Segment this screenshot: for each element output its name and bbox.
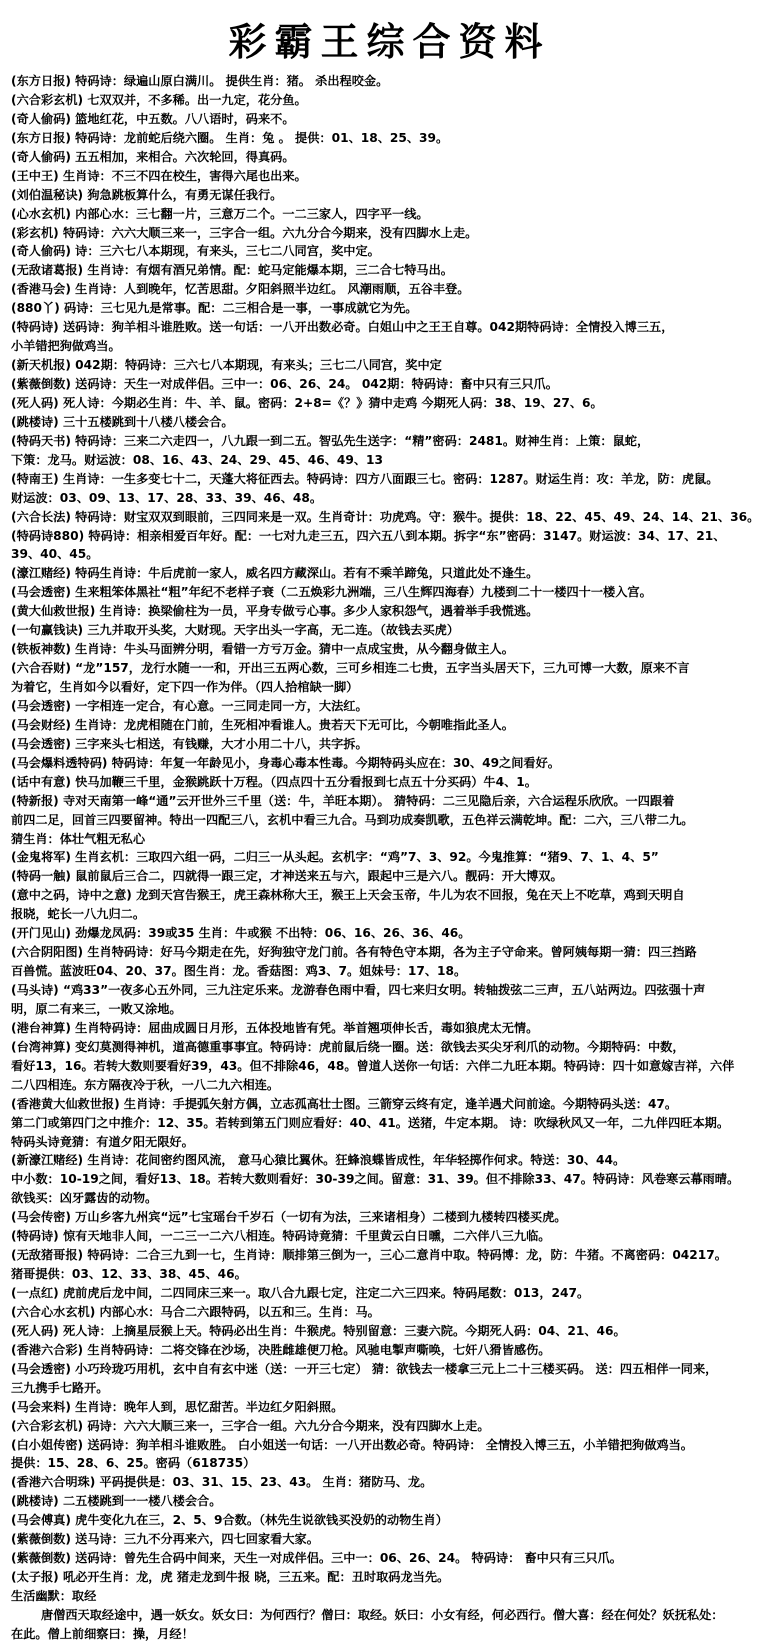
- text-line: (马会透密) 生来粗笨体黑社“粗”年纪不老样子衰（二五焕彩九洲端，三八生辉四海春）九楼到二十一楼四十一楼入宫。: [11, 585, 652, 600]
- text-line: (东方日报) 特码诗：龙前蛇后绕六圈。 生肖：兔 。 提供：01、18、25、39。: [11, 130, 449, 145]
- text-line: (奇人偷码) 篮地红花，中五数。八八语时，码来不。: [11, 111, 295, 126]
- text-line: (马会透密) 一字相连一定合，有心意。一三同走同一方，大法红。: [11, 698, 368, 713]
- text-line: (一句赢钱诀) 三九并取开头奖，大财现。天字出头一字高，无二连。（故钱去买虎）: [11, 623, 460, 638]
- text-line: (黄大仙救世报) 生肖诗：换梁偷柱为一员，平身专做亏心事。多少人家积怨气，遇着举手我慌逃。: [11, 604, 539, 619]
- text-line: (新天机报) 042期：特码诗：三六七八本期现，有来头；三七二八同宫，奖中定: [11, 358, 442, 373]
- text-line: 生活幽默：取经: [11, 1589, 97, 1603]
- text-line: (香港六合彩) 生肖特码诗：二将交锋在沙场，决胜雌雄便刀枪。风驰电掣声嘶唤，七奸八猾皆感伤。: [11, 1342, 551, 1357]
- text-line: (特南王) 生肖诗：一生多变七十二，天蓬大将征西去。特码诗：四方八面跟三七。密码：1287。财运生肖：攻：羊龙，防：虎鼠。: [11, 471, 719, 486]
- text-line: (六合吞财) “龙”157，龙行水随一一和，开出三五两心数，三可乡相连二七贵，五字当头居天下，三九可博一大数，原来不言: [11, 661, 690, 676]
- text-line: (紫薇倒数) 送码诗：天生一对成伴侣。三中一：06、26、24。 042期：特码诗：畜中只有三只爪。: [11, 377, 558, 391]
- text-line: (死人码) 死人诗：今期必生肖：牛、羊、鼠。密码：2+8=《？》猜中走鸡 今期死人码：38、19、27、6。: [11, 395, 603, 410]
- text-line: (紫薇倒数) 送码诗：曾先生合码中间来，天生一对成伴侣。三中一：06、26、24。 特码诗： 畜中只有三只爪。: [11, 1551, 622, 1566]
- text-line: (六合心水玄机) 内部心水：马合二六跟特码，以五和三。生肖：马。: [11, 1304, 380, 1319]
- text-line: (铁板神数) 生肖诗：牛头马面辨分明，看错一方亏万金。猜中一点成宝贵，从今翻身做主人。: [11, 642, 514, 657]
- text-line: (马头诗) “鸡33”一夜多心五外同，三九注定乐来。龙游春色雨中看，四七来归女明。转轴拨弦二三声，五八站两边。四弦强十声: [11, 983, 706, 997]
- text-line: (马会财经) 生肖诗：龙虎相随在门前，生死相冲看谁人。贵若天下无可比，今朝唯指此圣人。: [11, 717, 514, 732]
- text-line: (金鬼将军) 生肖玄机：三取四六组一码，二归三一从头起。玄机字：“鸡”7、3、92。今鬼推算：“猪9、7、1、4、5”: [11, 850, 659, 865]
- text-line: 39、40、45。: [11, 547, 99, 562]
- text-line: (跳楼诗) 二五楼跳到一一楼八楼会合。: [11, 1494, 222, 1509]
- text-line: (新濠江赌经) 生肖诗：花间密约图风流， 意马心猿比翼休。狂蜂浪蝶皆成性，年华轻掷作何求。特送：30、44。: [11, 1153, 626, 1168]
- text-line: 前四二足，回首三四要留神。特出一四配三八，玄机中看三九合。马到功成奏凯歌，五色祥云满乾坤。配：二六，三八带二九。: [11, 812, 694, 827]
- text-line: 下策：龙马。财运波：08、16、43、24、29、45、46、49、13: [11, 452, 384, 467]
- text-line: 明，原二有来三，一败又涂地。: [11, 1001, 182, 1016]
- text-line: 特码头诗竟猜：有道夕阳无限好。: [11, 1134, 194, 1149]
- text-line: (奇人偷码) 诗：三六七八本期现，有来头，三七二八同宫，奖中定。: [11, 244, 380, 259]
- text-line: (特新报) 寺对天南第一峰“通”云开世外三千里（送：牛，羊旺本期）。 猜特码：二三见隐后亲，六合运程乐欣欣。一四跟着: [11, 793, 675, 808]
- text-line: 为着它，生肖如今以看好，定下四一作为伴。（四人拾棺缺一脚）: [11, 680, 359, 694]
- text-line: 报晓，蛇长一八九归二。: [11, 907, 146, 922]
- text-line: (一点红) 虎前虎后龙中间，二四同床三来一。取八合九跟七定，注定二六三四来。特码尾数：013，247。: [11, 1286, 590, 1300]
- text-line: (意中之码，诗中之意) 龙到天宫告猴王，虎王森林称大王，猴王上天会玉帝，牛儿为农不回报，兔在天上不吃草，鸡到天明自: [11, 888, 685, 903]
- text-line: 百兽慌。蓝波旺04、20、37。图生肖：龙。香菇图：鸡3、7。姐妹号：17、18。: [11, 964, 467, 979]
- text-line: (紫薇倒数) 送马诗：三九不分再来六，四七回家看大家。: [11, 1532, 319, 1547]
- text-line: (太子报) 吼必开生肖：龙，虎 猪走龙到牛报 晓，三五来。配：丑时取码龙当先。: [11, 1570, 450, 1585]
- text-line: (死人码) 死人诗：上摘星辰猴上天。特码必出生肖：牛猴虎。特别留意：三妻六院。今期死人码：04、21、46。: [11, 1323, 626, 1338]
- text-line: (刘伯温秘诀) 狗急跳板算什么，有勇无谋任我行。: [11, 187, 283, 202]
- text-line: (王中王) 生肖诗：不三不四在校生，害得六尾也出来。: [11, 168, 307, 183]
- text-line: 二八四相连。东方隔夜冷于秋，一八二九六相连。: [11, 1077, 280, 1092]
- text-line: (港台神算) 生肖特码诗：屈曲成圆日月形，五体投地皆有凭。举首翘项伸长舌，毒如狼虎太无情。: [11, 1020, 539, 1035]
- text-line: (880丫) 码诗：三七见九是常事。配：二三相合是一事，一事成就它为先。: [11, 301, 418, 316]
- text-line: 三九携手七路开。: [11, 1380, 109, 1395]
- text-line: 提供：15、28、6、25。密码（618735）: [11, 1456, 256, 1471]
- text-line: (马会来料) 生肖诗：晚年人到，思忆甜苦。半边红夕阳斜照。: [11, 1399, 344, 1414]
- text-line: (马会传密) 万山乡客九州宾“远”七宝瑶台千岁石（一切有为法，三来诸相身）二楼到九楼转四楼买虎。: [11, 1210, 567, 1225]
- text-line: (六合阴阳图) 生肖特码诗：好马今期走在先，好狗独守龙门前。各有特色守本期，各为主子守命来。曾阿姨每期一猜：四三挡路: [11, 945, 697, 960]
- text-line: 猜生肖：体壮气粗无私心: [11, 831, 146, 846]
- text-line: (奇人偷码) 五五相加，来相合。六次轮回，得真码。: [11, 149, 295, 164]
- text-line: (香港六合明珠) 平码提供是：03、31、15、23、43。 生肖：猪防马、龙。: [11, 1475, 433, 1490]
- text-line: (特码一触) 鼠前鼠后三合二，四就得一跟三定，才神送来五与六，跟起中三是六八。靓码：开大博双。: [11, 869, 563, 884]
- text-line: 第二门或第四门之中推介：12、35。若转到第五门则应看好：40、41。送猪，牛定本期。 诗：吹绿秋风又一年，二九伴四旺本期。: [11, 1115, 730, 1130]
- text-line: (马会透密) 三字来头七相送，有钱赚，大才小用二十八，共字拆。: [11, 736, 368, 751]
- text-line: (无敌诸葛报) 生肖诗：有烟有酒兄弟情。配：蛇马定能爆本期，三二合七特马出。: [11, 263, 453, 278]
- text-line: (彩玄机) 特码诗：六六大顺三来一，三字合一组。六九分合今期来，没有四脚水上走。: [11, 225, 478, 240]
- text-line: (六合长法) 特码诗：财宝双双到眼前，三四同来是一双。生肖奇计：功虎鸡。守：猴牛。提供：18、22、45、49、24、14、21、36。: [11, 509, 760, 524]
- text-line: 欲钱买：凶牙露齿的动物。: [11, 1191, 158, 1206]
- text-line: 唐僧西天取经途中，遇一妖女。妖女曰：为何西行？僧曰：取经。妖曰：小女有经，何必西行。僧大喜：经在何处？妖抚私处：: [41, 1607, 724, 1622]
- text-body: [11, 72, 773, 1644]
- text-line: (马会傅真) 虎牛变化九在三，2、5、9合数。（林先生说欲钱买没奶的动物生肖）: [11, 1513, 448, 1528]
- text-line: (马会爆料透特码) 特码诗：年复一年龄见小，身毒心毒本性毒。今期特码头应在：30、49之间看好。: [11, 755, 560, 770]
- text-line: (台湾神算) 变幻莫测得神机，道高德重事事宜。特码诗：虎前鼠后绕一圈。送：欲钱去买尖牙利爪的动物。今期特码：中数，: [11, 1039, 685, 1054]
- text-line: (六合彩玄机) 七双双并，不多稀。出一九定，花分鱼。: [11, 92, 307, 107]
- text-line: (六合彩玄机) 码诗：六六大顺三来一，三字合一组。六九分合今期来，没有四脚水上走。: [11, 1418, 490, 1433]
- text-line: (特码天书) 特码诗：三来二六走四一，八九跟一到二五。智弘先生送字：“精”密码：2481。财神生肖：上策：鼠蛇，: [11, 433, 650, 448]
- text-line: (东方日报) 特码诗：绿遍山原白满川。 提供生肖：猪。 杀出程咬金。: [11, 74, 389, 88]
- text-line: (香港黄大仙救世报) 生肖诗：手提弧矢射方偶，立志孤高壮士图。三箭穿云终有定，逢羊遇犬问前途。今期特码头送：47。: [11, 1096, 678, 1111]
- text-line: (香港马会) 生肖诗：人到晚年，忆苦思甜。夕阳斜照半边红。 风潮雨顺，五谷丰登。: [11, 282, 470, 297]
- text-line: 财运波：03、09、13、17、28、33、39、46、48。: [11, 490, 323, 505]
- text-line: (马会透密) 小巧玲珑巧用机，玄中自有玄中迷（送：一开三七定） 猜：欲钱去一楼拿三元上二十三楼买码。 送：四五相伴一同来，: [11, 1361, 718, 1376]
- text-line: 小羊错把狗做鸡当。: [11, 339, 121, 354]
- text-line: (特码诗) 惊有天地非人间，一二三一二六八相连。特码诗竟猜：千里黄云白日曛，二六伴八三九临。: [11, 1229, 551, 1244]
- text-line: (无敌猪哥报) 特码诗：二合三九到一七，生肖诗：顺排第三倒为一，三心二意肖中取。特码博：龙，防：牛猪。不离密码：04217。: [11, 1248, 727, 1263]
- text-line: (濠江赌经) 特码生肖诗：牛后虎前一家人，威名四方藏深山。若有不乘羊蹄兔，只道此处不逢生。: [11, 566, 539, 581]
- text-line: (白小姐传密) 送码诗：狗羊相斗谁败胜。 白小姐送一句话：一八开出数必奇。特码诗： 全情投入博三五，小羊错把狗做鸡当。: [11, 1437, 693, 1452]
- text-line: 在此。僧上前细察曰：操，月经！: [11, 1626, 194, 1641]
- text-line: (特码诗880) 特码诗：相亲相爱百年好。配：一七对九走三五，四六五八到本期。拆字“东”密码：3147。财运波：34、17、21、: [11, 528, 726, 543]
- text-line: (话中有意) 快马加鞭三千里，金猴跳跃十万程。（四点四十五分看报到七点五十分买码）牛4、1。: [11, 774, 537, 789]
- text-line: (开门见山) 劲爆龙凤码：39或35 生肖：牛或猴 不出特：06、16、26、36、46。: [11, 926, 471, 941]
- page-title: 彩霸王综合资料: [228, 19, 551, 64]
- text-line: 看好13，16。若转大数则要看好39，43。但不排除46，48。曾道人送你一句话：六伴二九旺本期。特码诗：四十如意嫁吉祥，六伴: [11, 1058, 735, 1073]
- text-line: 中小数：10-19之间，看好13、18。若转大数则看好：30-39之间。留意：31、39。但不排除33、47。特码诗：风卷寒云幕雨晴。: [11, 1172, 740, 1187]
- text-line: (心水玄机) 内部心水：三七翻一片，三意万二个。一二三家人，四字平一线。: [11, 206, 429, 221]
- text-line: (特码诗) 送码诗：狗羊相斗谁胜败。送一句话：一八开出数必奇。白姐山中之王王自尊。042期特码诗：全情投入博三五，: [11, 320, 674, 335]
- text-line: (跳楼诗) 三十五楼跳到十八楼八楼会合。: [11, 414, 234, 429]
- text-line: 猪哥提供：03、12、33、38、45、46。: [11, 1267, 247, 1282]
